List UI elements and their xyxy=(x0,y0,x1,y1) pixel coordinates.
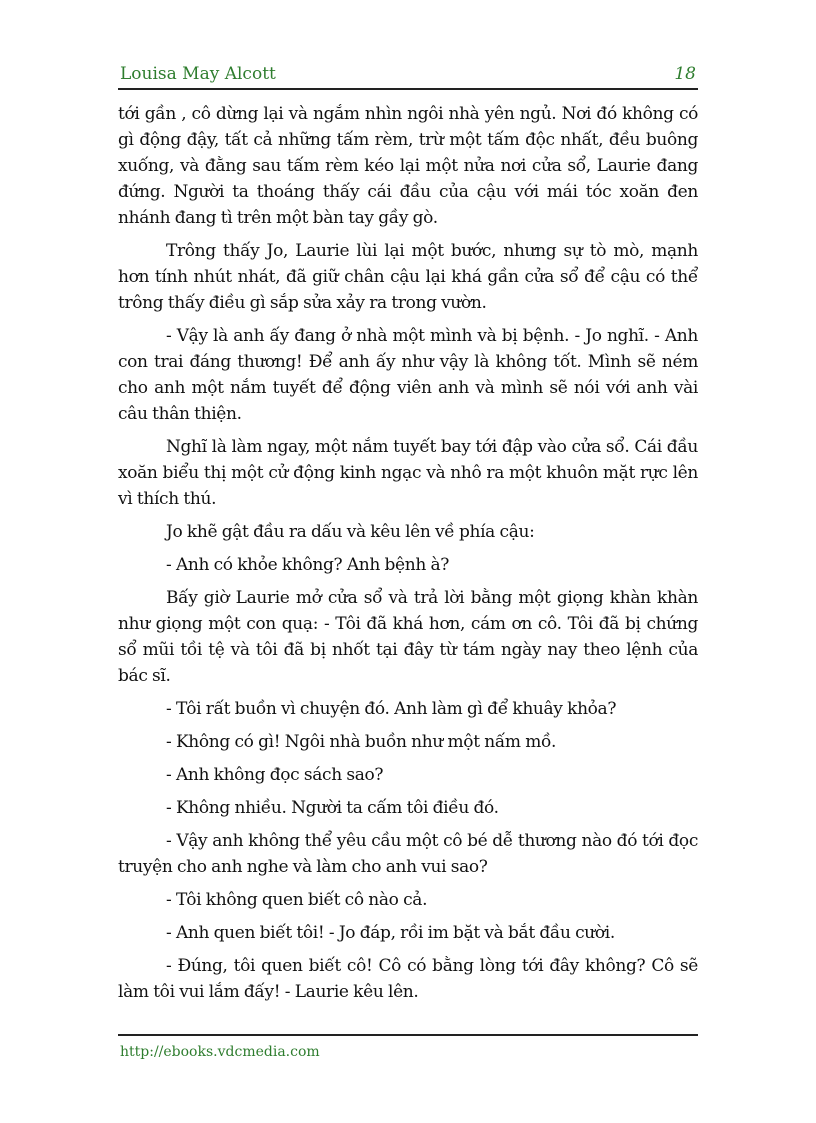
footer-link[interactable]: http://ebooks.vdcmedia.com xyxy=(120,1044,320,1060)
paragraph: tới gần , cô dừng lại và ngắm nhìn ngôi nhà yên ngủ. Nơi đó không có gì động đậy, tất cả những tấm rèm, trừ một tấm độc nhất, đều buông xuống, và đằng sau tấm rèm kéo lại một nửa nơi cửa sổ, Laurie đang đứng. Người ta thoáng thấy cái đầu của cậu với mái tóc xoăn đen nhánh đang tì trên một bàn tay gầy gò. xyxy=(118,104,698,228)
paragraph: - Anh có khỏe không? Anh bệnh à? xyxy=(166,555,450,575)
page-number: 18 xyxy=(674,64,696,84)
paragraph: - Không có gì! Ngôi nhà buồn như một nấm mồ. xyxy=(166,732,557,752)
paragraph: - Anh không đọc sách sao? xyxy=(166,765,384,785)
paragraph: - Tôi không quen biết cô nào cả. xyxy=(166,890,428,910)
paragraph: - Anh quen biết tôi! - Jo đáp, rồi im bặt và bắt đầu cười. xyxy=(166,923,615,943)
page-header xyxy=(118,62,698,90)
paragraph: Nghĩ là làm ngay, một nắm tuyết bay tới đập vào cửa sổ. Cái đầu xoăn biểu thị một cử động kinh ngạc và nhô ra một khuôn mặt rực lên vì thích thú. xyxy=(118,437,698,509)
header-author: Louisa May Alcott xyxy=(120,64,276,84)
paragraph: - Tôi rất buồn vì chuyện đó. Anh làm gì để khuây khỏa? xyxy=(166,699,617,719)
paragraph: - Vậy là anh ấy đang ở nhà một mình và bị bệnh. - Jo nghĩ. - Anh con trai đáng thương! Để anh ấy như vậy là không tốt. Mình sẽ ném cho anh một nắm tuyết để động viên anh và mình sẽ nói với anh vài câu thân thiện. xyxy=(118,326,698,424)
paragraph: Jo khẽ gật đầu ra dấu và kêu lên về phía cậu: xyxy=(166,522,535,542)
paragraph: - Không nhiều. Người ta cấm tôi điều đó. xyxy=(166,798,499,818)
paragraph: - Đúng, tôi quen biết cô! Cô có bằng lòng tới đây không? Cô sẽ làm tôi vui lắm đấy! - Laurie kêu lên. xyxy=(118,956,698,1002)
footer-divider xyxy=(118,1034,698,1036)
paragraph: Trông thấy Jo, Laurie lùi lại một bước, nhưng sự tò mò, mạnh hơn tính nhút nhát, đã giữ chân cậu lại khá gần cửa sổ để cậu có thể trông thấy điều gì sắp sửa xảy ra trong vườn. xyxy=(118,241,698,313)
page-body xyxy=(118,101,698,1012)
paragraph: - Vậy anh không thể yêu cầu một cô bé dễ thương nào đó tới đọc truyện cho anh nghe và làm cho anh vui sao? xyxy=(118,831,698,877)
paragraph: Bấy giờ Laurie mở cửa sổ và trả lời bằng một giọng khàn khàn như giọng một con quạ: - Tôi đã khá hơn, cám ơn cô. Tôi đã bị chứng sổ mũi tồi tệ và tôi đã bị nhốt tại đây từ tám ngày nay theo lệnh của bác sĩ. xyxy=(118,588,698,686)
